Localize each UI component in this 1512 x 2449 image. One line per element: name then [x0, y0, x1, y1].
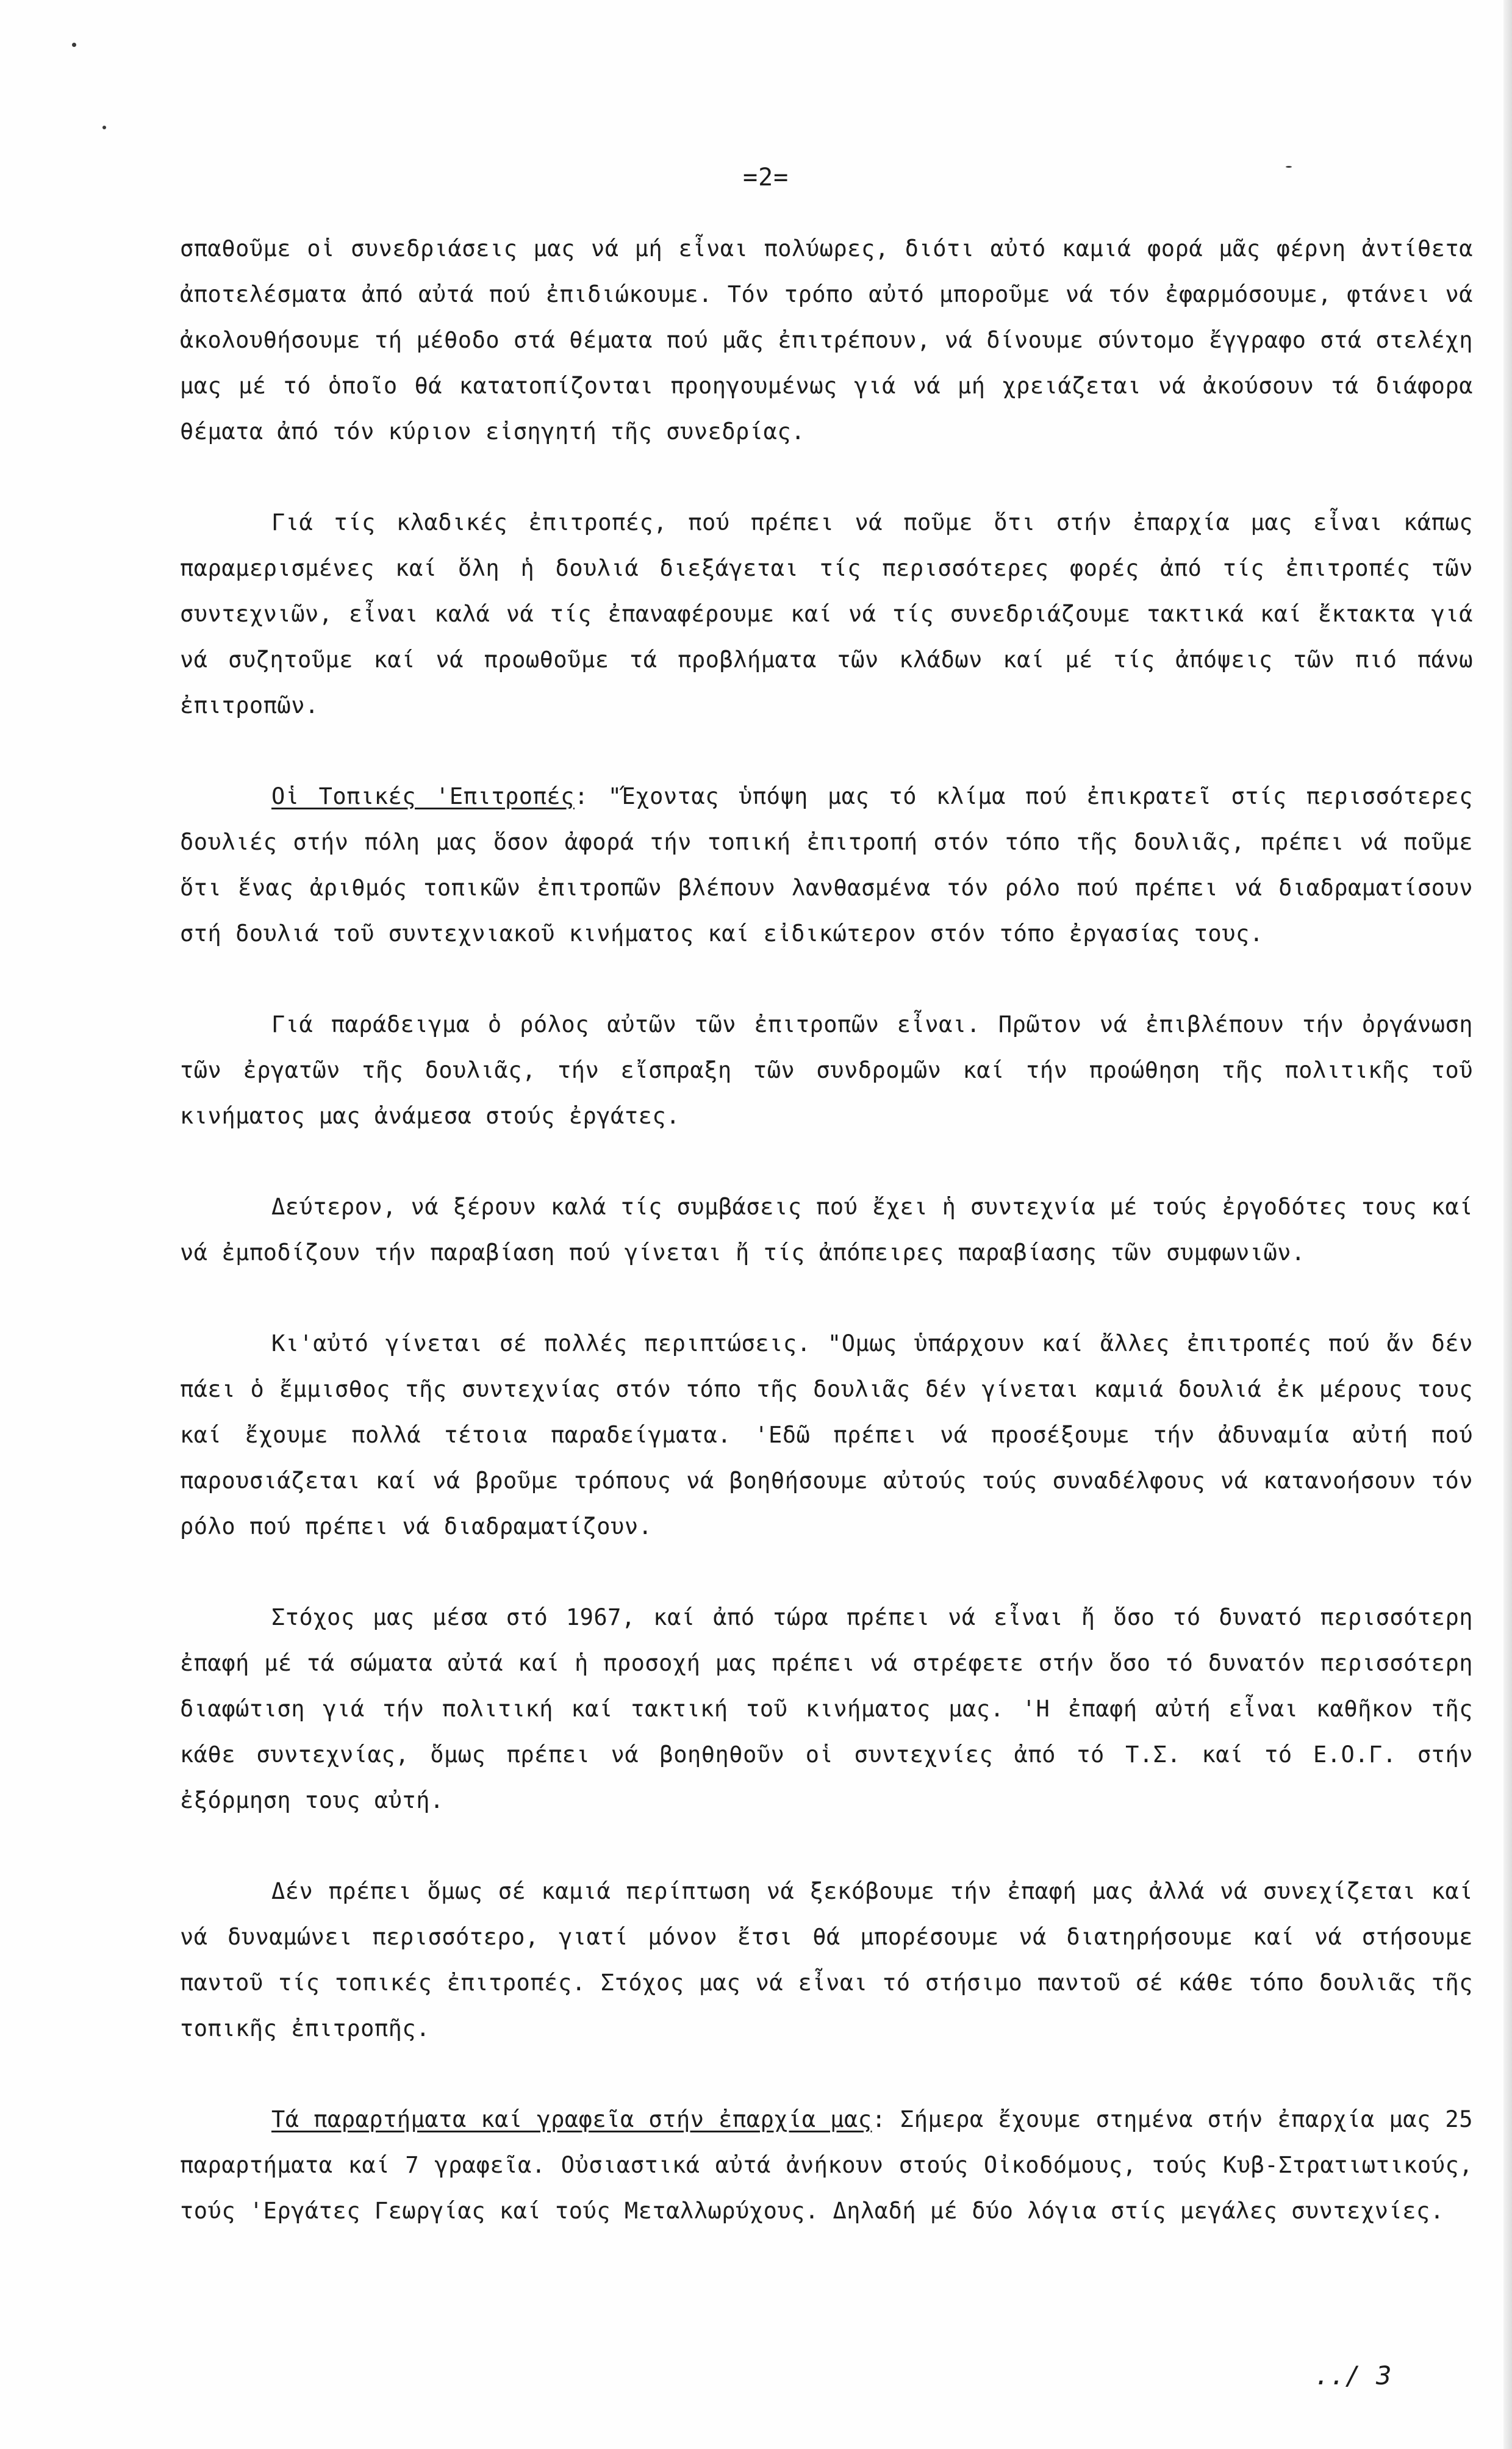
paragraph-5: [180, 1184, 1473, 1275]
paragraph-2-text: Γιά τίς κλαδικές ἐπιτροπές, πού πρέπει νά ποῦμε ὅτι στήν ἐπαρχία μας εἶναι κάπως παραμερισμένες καί ὅλη ἡ δουλιά διεξάγεται τίς περισσότερες φορές ἀπό τίς ἐπιτροπές τῶν συντεχνιῶν, εἶναι καλά νά τίς ἐπαναφέρουμε καί νά τίς συνεδριάζουμε τακτικά καί ἔκτακτα γιά νά συζητοῦμε καί νά προωθοῦμε τά προβλήματα τῶν κλάδων καί μέ τίς ἀπόψεις τῶν πιό πάνω ἐπιτροπῶν.: [180, 509, 1473, 719]
scan-speck: [102, 126, 106, 129]
paragraph-6: [180, 1321, 1473, 1549]
paragraph-5-text: Δεύτερον, νά ξέρουν καλά τίς συμβάσεις πού ἔχει ἡ συντεχνία μέ τούς ἐργοδότες τους καί νά ἐμποδίζουν τήν παραβίαση πού γίνεται ἤ τίς ἀπόπειρες παραβίασης τῶν συμφωνιῶν.: [180, 1194, 1473, 1266]
scan-speck: [72, 43, 76, 47]
section-heading-branches-offices: Τά παραρτήματα καί γραφεῖα στήν ἐπαρχία μας: [271, 2106, 872, 2132]
paragraph-1: [180, 226, 1473, 454]
page-number: =2=: [743, 163, 789, 192]
scan-edge-shadow: [1503, 0, 1512, 2449]
paragraph-7-text: Στόχος μας μέσα στό 1967, καί ἀπό τώρα πρέπει νά εἶναι ἤ ὅσο τό δυνατό περισσότερη ἐπαφή μέ τά σώματα αὐτά καί ἡ προσοχή μας πρέπει νά στρέφετε στήν ὅσο τό δυνατόν περισσότερη διαφώτιση γιά τήν πολιτική καί τακτική τοῦ κινήματος μας. 'Η ἐπαφή αὐτή εἶναι καθῆκον τῆς κάθε συντεχνίας, ὅμως πρέπει νά βοηθηθοῦν οἱ συντεχνίες ἀπό τό Τ.Σ. καί τό Ε.Ο.Γ. στήν ἐξόρμηση τους αὐτή.: [180, 1604, 1473, 1813]
scan-speck: [1286, 166, 1292, 168]
paragraph-local-committees: [180, 773, 1473, 956]
document-body: [180, 226, 1473, 2279]
paragraph-8: [180, 1868, 1473, 2051]
paragraph-2: [180, 500, 1473, 728]
paragraph-3-text: : "Έχοντας ὑπόψη μας τό κλίμα πού ἐπικρατεῖ στίς περισσότερες δουλιές στήν πόλη μας ὅσον ἀφορά τήν τοπική ἐπιτροπή στόν τόπο τῆς δουλιᾶς, πρέπει νά ποῦμε ὅτι ἕνας ἀριθμός τοπικῶν ἐπιτροπῶν βλέπουν λανθασμένα τόν ρόλο πού πρέπει νά διαδραματίσουν στή δουλιά τοῦ συντεχνιακοῦ κινήματος καί εἰδικώτερον στόν τόπο ἐργασίας τους.: [180, 783, 1473, 947]
paragraph-1-text: σπαθοῦμε οἱ συνεδριάσεις μας νά μή εἶναι πολύωρες, διότι αὐτό καμιά φορά μᾶς φέρνη ἀντίθετα ἀποτελέσματα ἀπό αὐτά πού ἐπιδιώκουμε. Τόν τρόπο αὐτό μποροῦμε νά τόν ἐφαρμόσουμε, φτάνει νά ἀκολουθήσουμε τή μέθοδο στά θέματα πού μᾶς ἐπιτρέπουν, νά δίνουμε σύντομο ἔγγραφο στά στελέχη μας μέ τό ὁποῖο θά κατατοπίζονται προηγουμένως γιά νά μή χρειάζεται νά ἀκούσουν τά διάφορα θέματα ἀπό τόν κύριον εἰσηγητή τῆς συνεδρίας.: [180, 235, 1473, 445]
continuation-marker: ../ 3: [1314, 2361, 1392, 2390]
paragraph-8-text: Δέν πρέπει ὅμως σέ καμιά περίπτωση νά ξεκόβουμε τήν ἐπαφή μας ἀλλά νά συνεχίζεται καί νά δυναμώνει περισσότερο, γιατί μόνον ἔτσι θά μπορέσουμε νά διατηρήσουμε καί νά στήσουμε παντοῦ τίς τοπικές ἐπιτροπές. Στόχος μας νά εἶναι τό στήσιμο παντοῦ σέ κάθε τόπο δουλιᾶς τῆς τοπικῆς ἐπιτροπῆς.: [180, 1878, 1473, 2042]
paragraph-7: [180, 1594, 1473, 1823]
paragraph-4: [180, 1002, 1473, 1139]
paragraph-4-text: Γιά παράδειγμα ὁ ρόλος αὐτῶν τῶν ἐπιτροπῶν εἶναι. Πρῶτον νά ἐπιβλέπουν τήν ὀργάνωση τῶν ἐργατῶν τῆς δουλιᾶς, τήν εἴσπραξη τῶν συνδρομῶν καί τήν προώθηση τῆς πολιτικῆς τοῦ κινήματος μας ἀνάμεσα στούς ἐργάτες.: [180, 1011, 1473, 1129]
paragraph-branches-offices: [180, 2096, 1473, 2234]
section-heading-local-committees: Οἱ Τοπικές 'Επιτροπές: [271, 783, 575, 809]
paragraph-9-text: : Σήμερα ἔχουμε στημένα στήν ἐπαρχία μας 25 παραρτήματα καί 7 γραφεῖα. Οὐσιαστικά αὐτά ἀνήκουν στούς Οἰκοδόμους, τούς Κυβ-Στρατιωτικούς, τούς 'Εργάτες Γεωργίας καί τούς Μεταλλωρύχους. Δηλαδή μέ δύο λόγια στίς μεγάλες συντεχνίες.: [180, 2106, 1473, 2224]
paragraph-6-text: Κι'αὐτό γίνεται σέ πολλές περιπτώσεις. "Ομως ὑπάρχουν καί ἄλλες ἐπιτροπές πού ἄν δέν πάει ὁ ἔμμισθος τῆς συντεχνίας στόν τόπο τῆς δουλιᾶς δέν γίνεται καμιά δουλιά ἐκ μέρους τους καί ἔχουμε πολλά τέτοια παραδείγματα. 'Εδῶ πρέπει νά προσέξουμε τήν ἀδυναμία αὐτή πού παρουσιάζεται καί νά βροῦμε τρόπους νά βοηθήσουμε αὐτούς τούς συναδέλφους νά κατανοήσουν τόν ρόλο πού πρέπει νά διαδραματίζουν.: [180, 1330, 1473, 1540]
